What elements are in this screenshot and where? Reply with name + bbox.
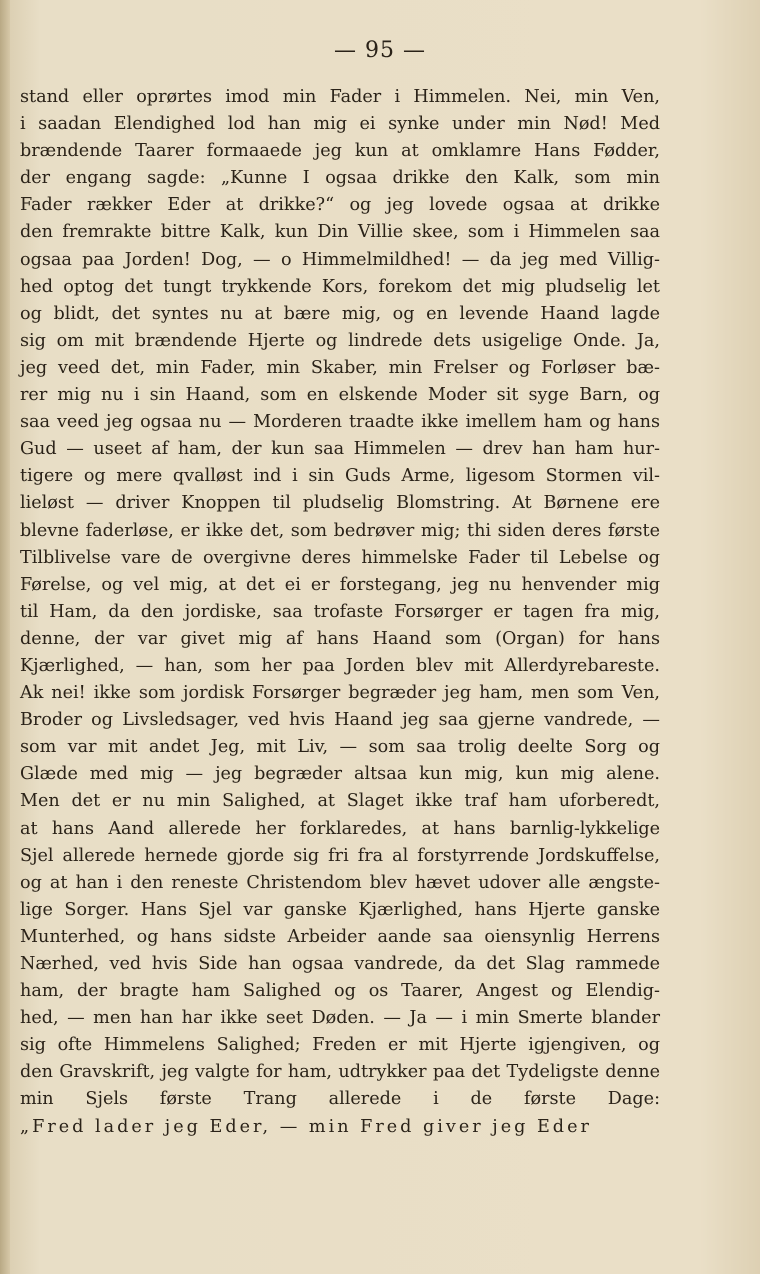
text-line-final: „Fred lader jeg Eder, — min Fred giver jeg Eder: [20, 1116, 592, 1137]
text-line: rer mig nu i sin Haand, som en elskende Moder sit syge Barn, og: [20, 385, 660, 406]
text-line: Broder og Livsledsager, ved hvis Haand jeg saa gjerne vandrede, —: [20, 710, 660, 731]
text-line: Gud — useet af ham, der kun saa Himmelen — drev han ham hur-: [20, 439, 660, 460]
text-line: som var mit andet Jeg, mit Liv, — som saa trolig deelte Sorg og: [20, 737, 660, 758]
text-line: lieløst — driver Knoppen til pludselig Blomstring. At Børnene ere: [20, 493, 660, 514]
text-line: Førelse, og vel mig, at det ei er forstegang, jeg nu henvender mig: [20, 574, 660, 595]
text-line: denne, der var givet mig af hans Haand som (Organ) for hans: [20, 628, 660, 649]
text-line: stand eller oprørtes imod min Fader i Himmelen. Nei, min Ven,: [20, 87, 660, 107]
text-line: Glæde med mig — jeg begræder altsaa kun mig, kun mig alene.: [20, 764, 660, 785]
body-text: [20, 84, 660, 1141]
text-line: ham, der bragte ham Salighed og os Taarer, Angest og Elendig-: [20, 981, 660, 1002]
text-line: og blidt, det syntes nu at bære mig, og en levende Haand lagde: [20, 303, 660, 324]
text-line: blevne faderløse, er ikke det, som bedrøver mig; thi siden deres første: [20, 520, 660, 541]
text-line: hed optog det tungt trykkende Kors, forekom det mig pludselig let: [20, 276, 660, 297]
text-line: og at han i den reneste Christendom blev hævet udover alle ængste-: [20, 872, 660, 893]
text-line: sig ofte Himmelens Salighed; Freden er mit Hjerte igjengiven, og: [20, 1035, 660, 1056]
text-line: Ak nei! ikke som jordisk Forsørger begræder jeg ham, men som Ven,: [20, 683, 660, 704]
text-line: min Sjels første Trang allerede i de første Dage:: [20, 1089, 660, 1110]
text-line: i saadan Elendighed lod han mig ei synke under min Nød! Med: [20, 114, 660, 135]
text-line: den Gravskrift, jeg valgte for ham, udtrykker paa det Tydeligste denne: [20, 1062, 660, 1083]
text-line: Sjel allerede hernede gjorde sig fri fra al forstyrrende Jordskuffelse,: [20, 845, 660, 866]
text-line: tigere og mere qvalløst ind i sin Guds Arme, ligesom Stormen vil-: [20, 466, 660, 487]
text-line: Kjærlighed, — han, som her paa Jorden blev mit Allerdyrebareste.: [20, 655, 660, 676]
text-line: den fremrakte bittre Kalk, kun Din Villie skee, som i Himmelen saa: [20, 222, 660, 243]
text-line: Munterhed, og hans sidste Arbeider aande saa oiensynlig Herrens: [20, 926, 660, 947]
text-line: sig om mit brændende Hjerte og lindrede dets usigelige Onde. Ja,: [20, 330, 660, 351]
text-line: til Ham, da den jordiske, saa trofaste Forsørger er tagen fra mig,: [20, 601, 660, 622]
text-line: at hans Aand allerede her forklaredes, at hans barnlig-lykkelige: [20, 818, 660, 839]
text-line: Fader rækker Eder at drikke?“ og jeg lovede ogsaa at drikke: [20, 195, 660, 216]
text-line: der engang sagde: „Kunne I ogsaa drikke den Kalk, som min: [20, 168, 660, 189]
text-line: lige Sorger. Hans Sjel var ganske Kjærlighed, hans Hjerte ganske: [20, 899, 660, 920]
text-line: Men det er nu min Salighed, at Slaget ikke traf ham uforberedt,: [20, 791, 660, 812]
text-line: hed, — men han har ikke seet Døden. — Ja — i min Smerte blander: [20, 1008, 660, 1029]
text-line: jeg veed det, min Fader, min Skaber, min Frelser og Forløser bæ-: [20, 357, 660, 378]
text-line: saa veed jeg ogsaa nu — Morderen traadte ikke imellem ham og hans: [20, 412, 660, 433]
page-gutter: [0, 0, 10, 1274]
text-line: brændende Taarer formaaede jeg kun at omklamre Hans Fødder,: [20, 141, 660, 162]
page-number: — 95 —: [334, 38, 426, 63]
text-line: Tilblivelse vare de overgivne deres himmelske Fader til Lebelse og: [20, 547, 660, 568]
text-line: Nærhed, ved hvis Side han ogsaa vandrede, da det Slag rammede: [20, 954, 660, 974]
text-line: ogsaa paa Jorden! Dog, — o Himmelmildhed! — da jeg med Villig-: [20, 249, 660, 270]
